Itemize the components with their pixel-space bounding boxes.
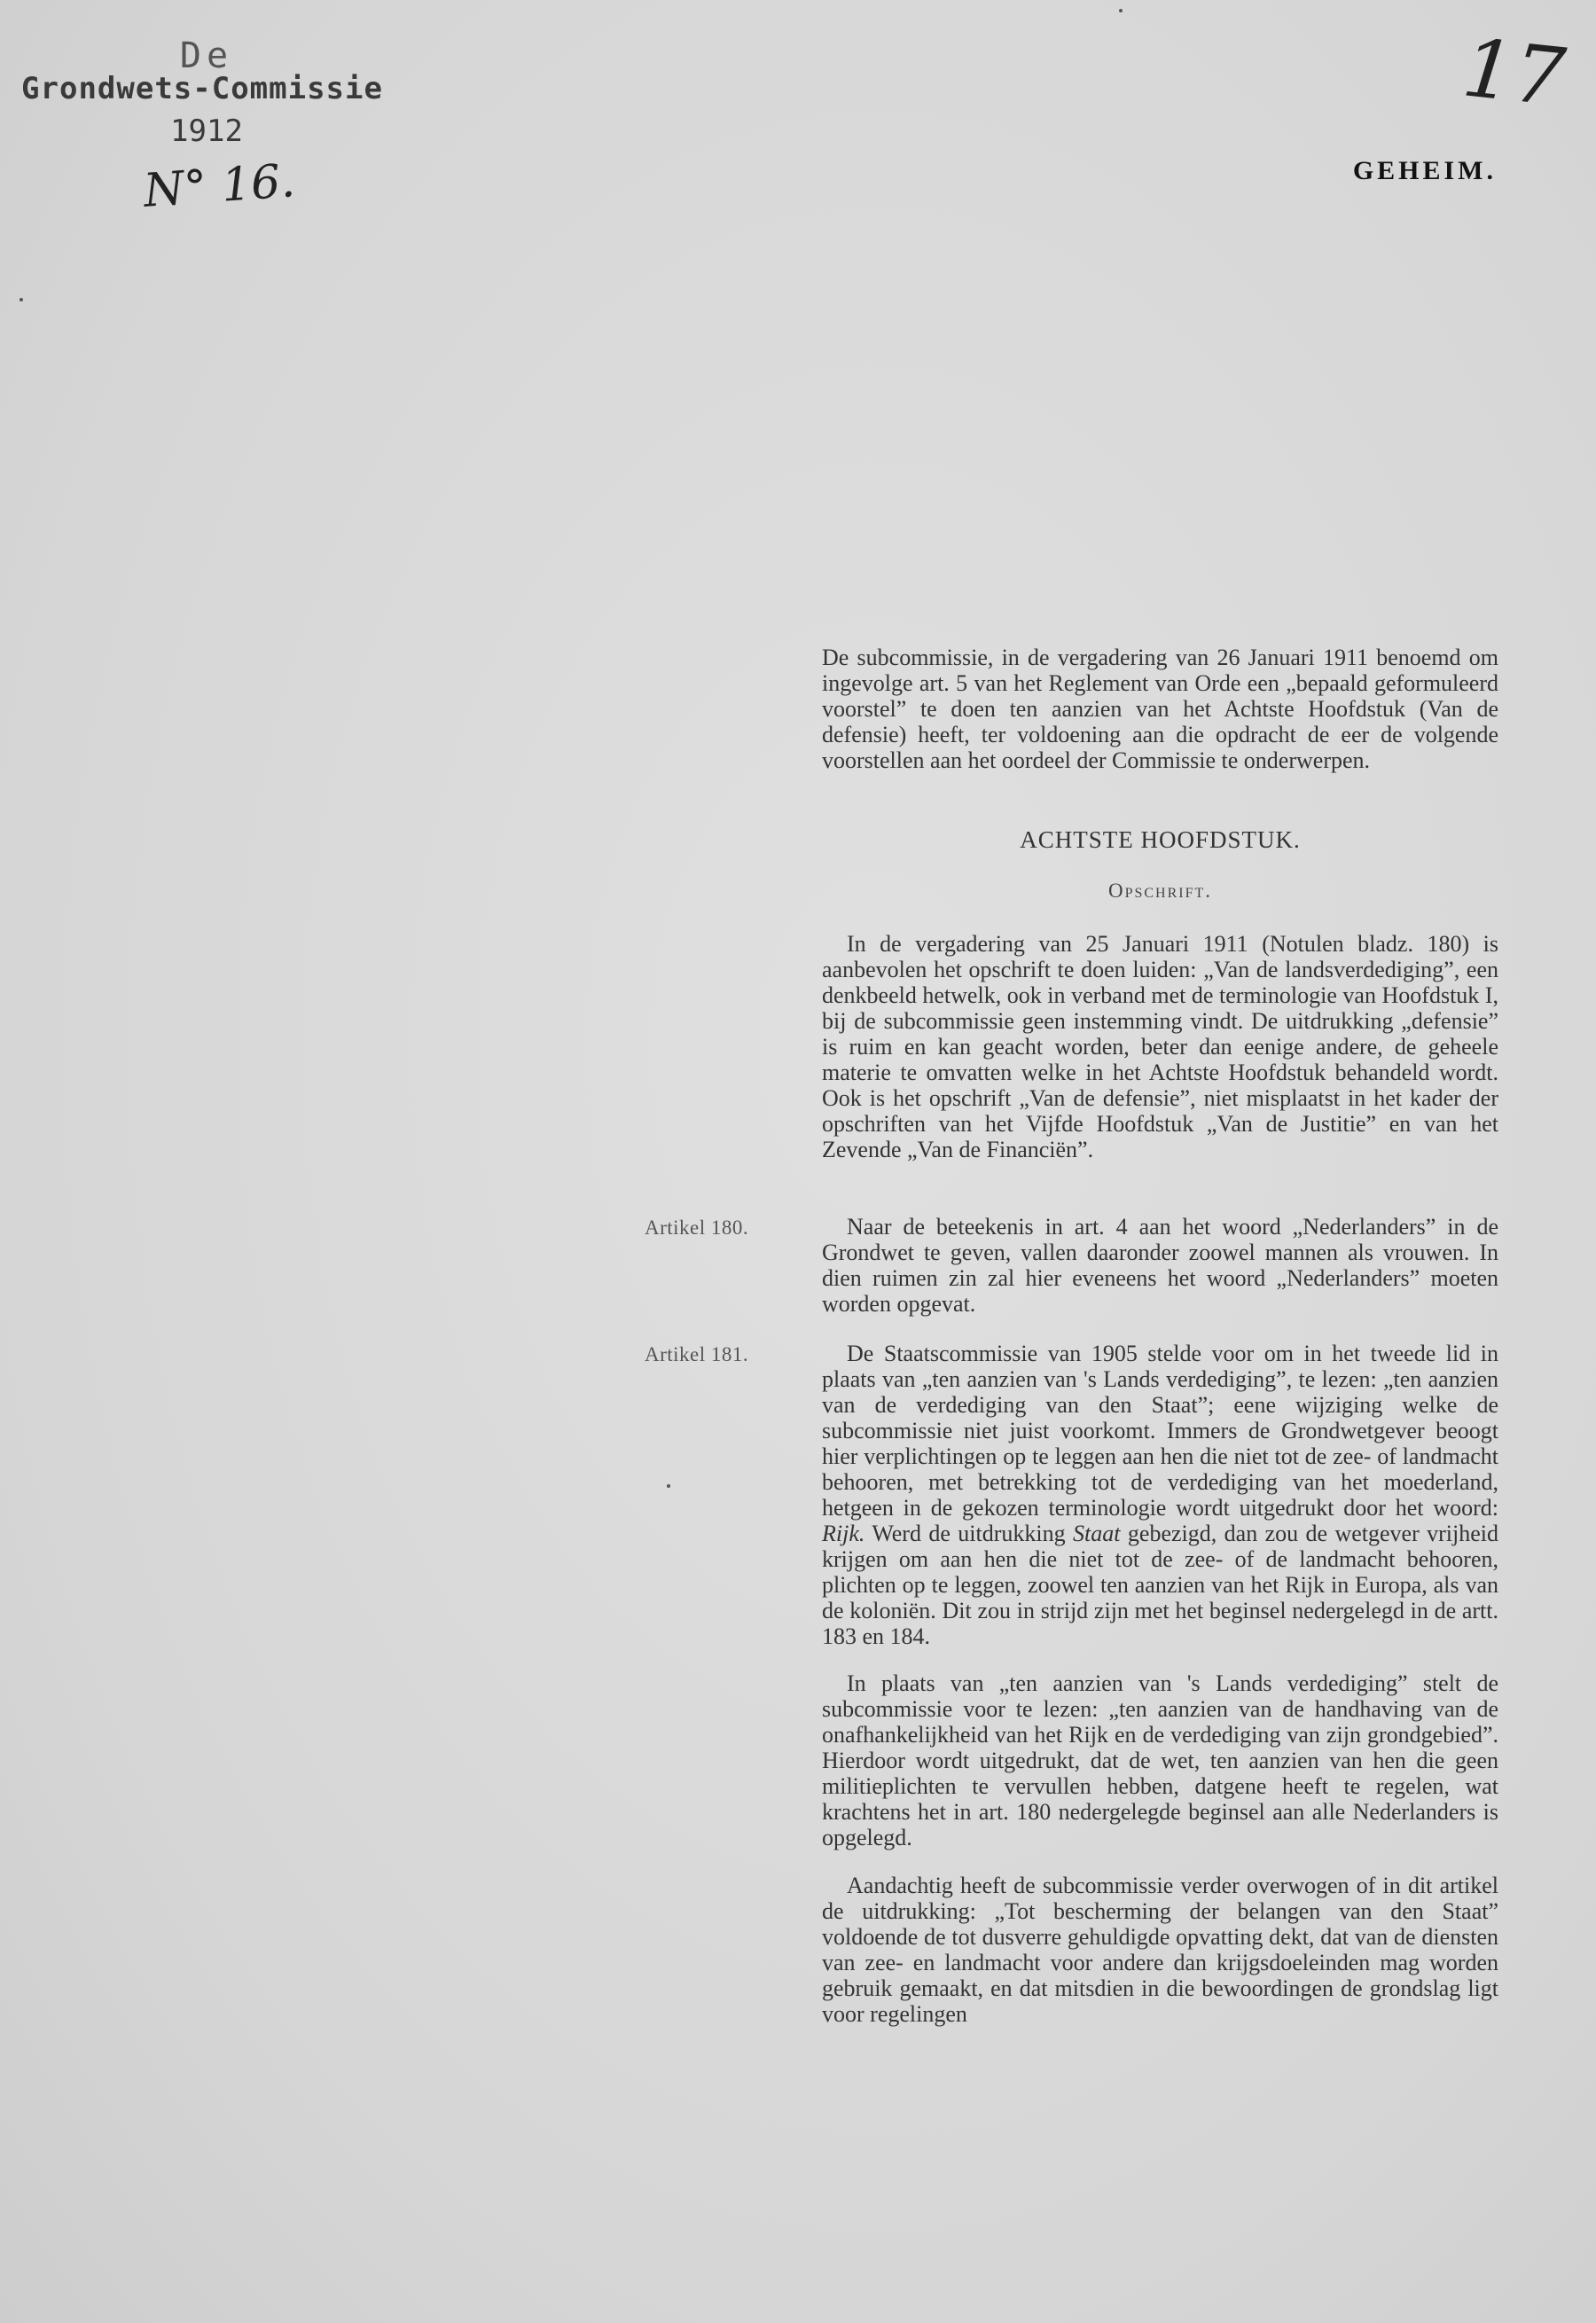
term-staat: Staat xyxy=(1073,1521,1121,1546)
article-181-text-part-2: Werd de uitdrukking xyxy=(872,1521,1066,1546)
intro-paragraph: De subcommissie, in de vergadering van 26 Januari 1911 benoemd om ingevolge art. 5 van het Reglement van Orde een „bepaald geformuleerd voorstel” te doen ten aanzien van het Achtste Hoofdstuk (Van de defensie) heeft, ter voldoening aan die opdracht de eer de volgende voorstellen aan het oordeel der Commissie te onderwerpen. xyxy=(822,645,1498,773)
classification-label: GEHEIM. xyxy=(1352,156,1497,185)
article-180-text: Naar de beteekenis in art. 4 aan het woord „Nederlanders” in de Grondwet te geven, vallen daaronder zoowel mannen als vrouwen. In dien ruimen zin zal hier eveneens het woord „Nederlanders” moeten worden opgevat. xyxy=(822,1214,1498,1317)
term-rijk: Rijk. xyxy=(822,1521,865,1546)
stamp-line-1: De xyxy=(179,35,234,76)
article-181-paragraph-2: In plaats van „ten aanzien van 's Lands verdediging” stelt de subcommissie voor te lezen: „ten aanzien van de handhaving van de onafhankelijkheid van het Rijk en de verdediging van zijn grondgebied”. Hierdoor wordt uitgedrukt, dat de wet, ten aanzien van hen die geen militieplichten te vervullen hebben, datgene heeft te regelen, wat krachtens het in art. 180 nedergelegde beginsel aan alle Nederlanders is opgelegd. xyxy=(822,1670,1498,1850)
article-181-paragraph-3: Aandachtig heeft de subcommissie verder overwogen of in dit artikel de uitdrukking: „Tot bescherming der belangen van den Staat” voldoende de tot dusverre gehuldigde opvatting dekt, dat van de diensten van zee- en landmacht voor andere dan krijgsdoeleinden mag worden gebruik gemaakt, en dat mitsdien in die bewoordingen de grondslag ligt voor regelingen xyxy=(822,1873,1498,2027)
handwritten-page-mark: 17 xyxy=(1458,21,1569,125)
article-181-label: Artikel 181. xyxy=(645,1343,749,1365)
article-181-paragraph-1 xyxy=(822,1341,1498,1649)
opschrift-paragraph: In de vergadering van 25 Januari 1911 (Notulen bladz. 180) is aanbevolen het opschrift te doen luiden: „Van de landsverdediging”, een denkbeeld hetwelk, ook in verband met de terminologie van Hoofdstuk I, bij de subcommissie geen instemming vindt. De uitdrukking „defensie” is ruim en kan geacht worden, beter dan eenige andere, de geheele materie te omvatten welke in het Achtste Hoofdstuk behandeld wordt. Ook is het opschrift „Van de defensie”, niet misplaatst in het kader der opschriften van het Vijfde Hoofdstuk „Van de Justitie” en van het Zevende „Van de Financiën”. xyxy=(822,931,1498,1162)
stamp-line-2: Grondwets-Commissie xyxy=(21,71,383,106)
archive-stamp xyxy=(16,35,388,149)
chapter-title: ACHTSTE HOOFDSTUK. xyxy=(1020,826,1301,853)
handwritten-document-number: N° 16. xyxy=(142,154,297,218)
stamp-year: 1912 xyxy=(170,113,243,149)
paper-speck xyxy=(667,1484,670,1488)
article-181-text-part-3: gebezigd, dan zou de wetgever vrijheid krijgen om aan hen die niet tot de zee- of de landmacht behooren, plichten op te leggen, zoowel ten aanzien van het Rijk in Europa, als van de koloniën. Dit zou in strijd zijn met het beginsel nedergelegd in de artt. 183 en 184. xyxy=(822,1521,1499,1649)
paper-speck xyxy=(1119,9,1123,12)
article-181-text-part-1: De Staatscommissie van 1905 stelde voor om in het tweede lid in plaats van „ten aanzien van 's Lands verdediging”, te lezen: „ten aanzien van de verdediging van den Staat”; eene wijziging welke de subcommissie niet juist voorkomt. Immers de Grondwetgever beoogt hier verplichtingen op te leggen aan hen die niet tot de zee- of landmacht behooren, met betrekking tot de verdediging van het moederland, hetgeen in de gekozen terminologie wordt uitgedrukt door het woord: xyxy=(822,1341,1498,1521)
paper-speck xyxy=(20,298,23,301)
section-title: Opschrift. xyxy=(1107,880,1213,902)
article-180-label: Artikel 180. xyxy=(645,1216,749,1239)
